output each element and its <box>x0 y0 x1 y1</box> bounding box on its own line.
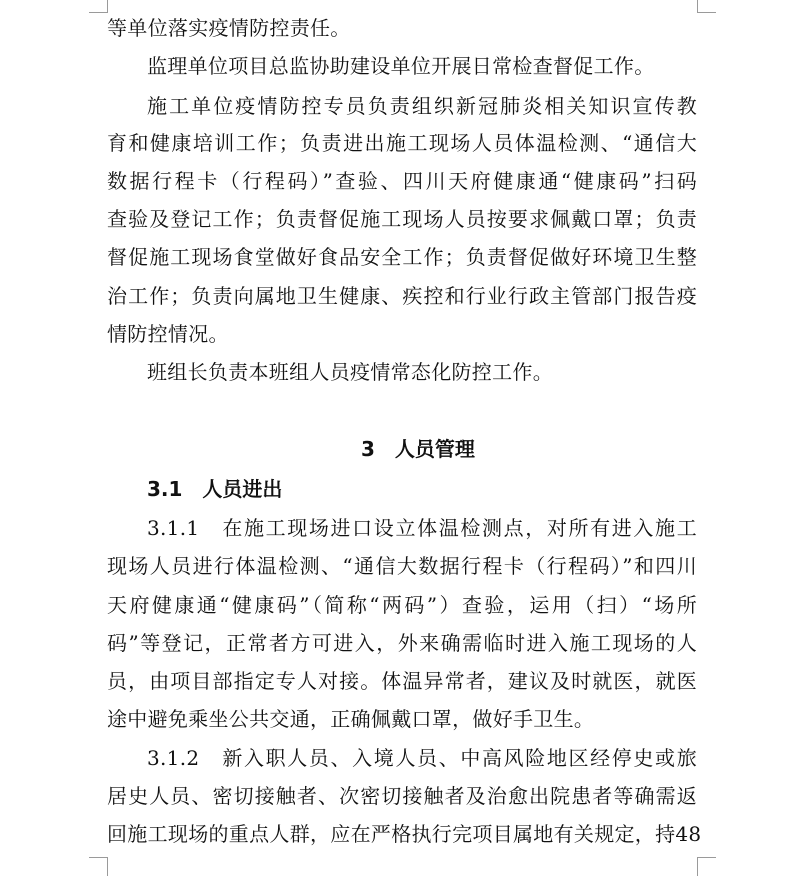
text-line: 员，由项目部指定专人对接。体温异常者，建议及时就医，就医 <box>107 669 697 693</box>
text-line: 等单位落实疫情防控责任。 <box>107 16 351 40</box>
text-line: 现场人员进行体温检测、“通信大数据行程卡（行程码）”和四川 <box>107 554 697 578</box>
section-heading: 3 人员管理 <box>361 437 475 461</box>
page-corner-mark-bottom-left <box>89 857 108 876</box>
page-corner-mark-top-left <box>89 0 108 13</box>
text-line: 育和健康培训工作；负责进出施工现场人员体温检测、“通信大 <box>107 131 697 155</box>
text-line: 3.1.1 在施工现场进口设立体温检测点，对所有进入施工 <box>147 516 697 540</box>
text-line: 治工作；负责向属地卫生健康、疾控和行业行政主管部门报告疫 <box>107 284 697 308</box>
subsection-heading: 3.1 人员进出 <box>147 477 283 501</box>
text-line: 3.1.2 新入职人员、入境人员、中高风险地区经停史或旅 <box>147 746 697 770</box>
text-line: 督促施工现场食堂做好食品安全工作；负责督促做好环境卫生整 <box>107 245 697 269</box>
page-corner-mark-bottom-right <box>697 857 716 876</box>
text-line: 施工单位疫情防控专员负责组织新冠肺炎相关知识宣传教 <box>147 94 697 118</box>
page-corner-mark-top-right <box>697 0 716 13</box>
text-line: 码”等登记，正常者方可进入，外来确需临时进入施工现场的人 <box>107 631 697 655</box>
text-line: 班组长负责本班组人员疫情常态化防控工作。 <box>147 360 553 384</box>
text-line: 数据行程卡（行程码）”查验、四川天府健康通“健康码”扫码 <box>107 169 697 193</box>
text-line: 回施工现场的重点人群，应在严格执行完项目属地有关规定，持48 <box>107 822 702 846</box>
text-line: 途中避免乘坐公共交通，正确佩戴口罩，做好手卫生。 <box>107 707 595 731</box>
text-line: 居史人员、密切接触者、次密切接触者及治愈出院患者等确需返 <box>107 784 697 808</box>
text-line: 情防控情况。 <box>107 322 229 346</box>
text-line: 查验及登记工作；负责督促施工现场人员按要求佩戴口罩；负责 <box>107 207 697 231</box>
text-line: 天府健康通“健康码”（简称“两码”）查验，运用（扫）“场所 <box>107 593 697 617</box>
text-line: 监理单位项目总监协助建设单位开展日常检查督促工作。 <box>147 54 655 78</box>
